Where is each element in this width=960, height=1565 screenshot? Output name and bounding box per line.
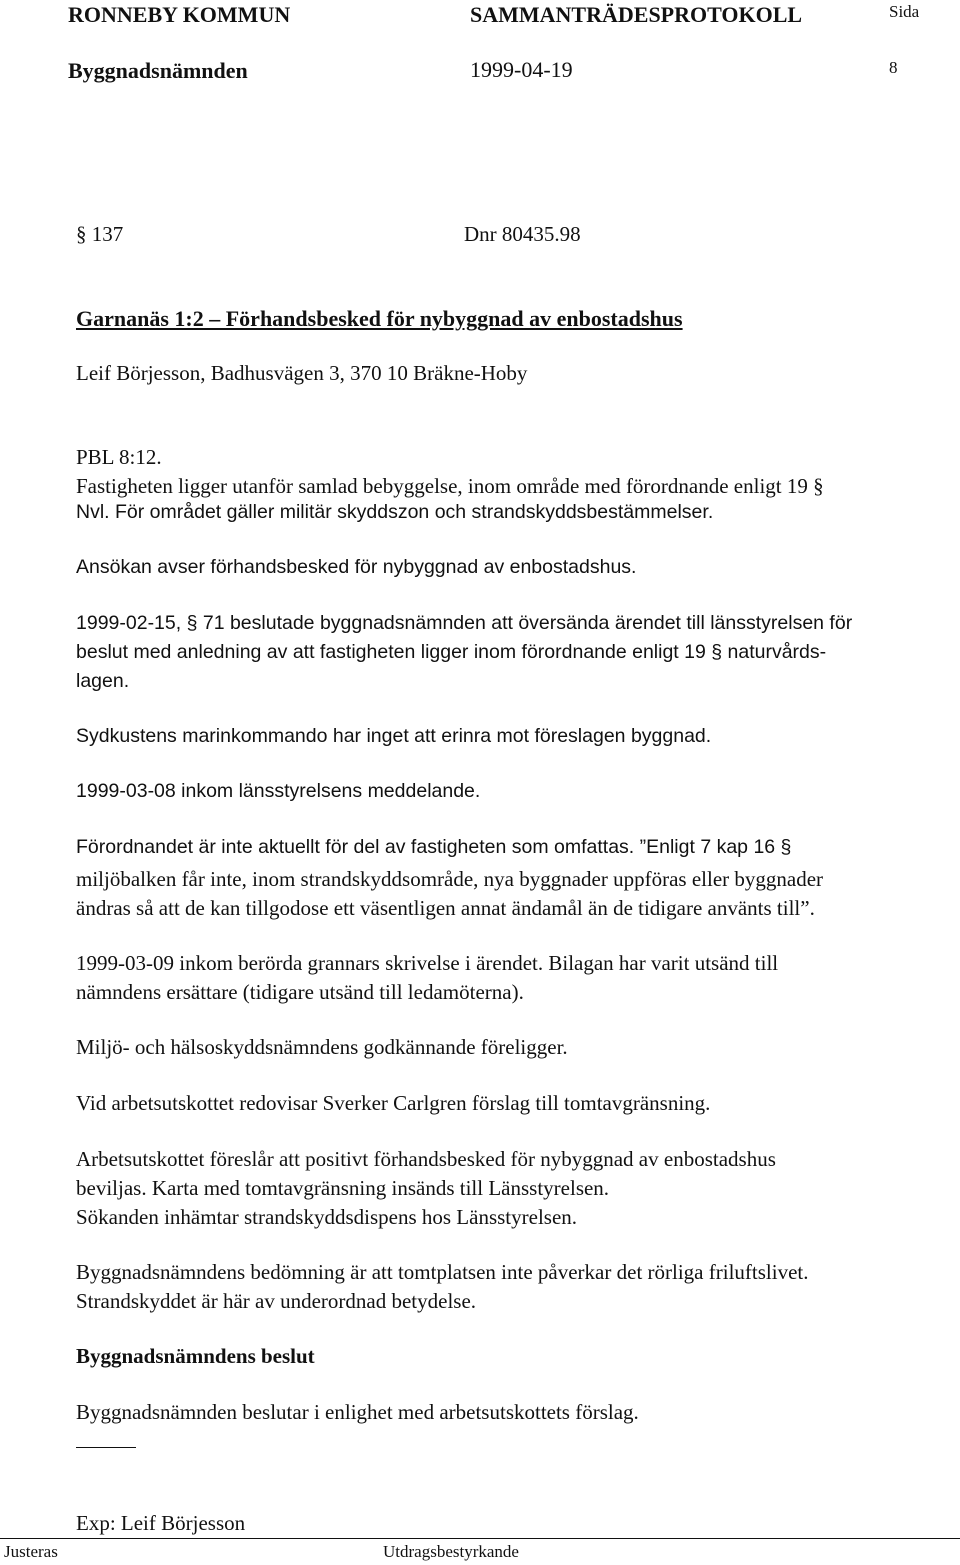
diary-number: Dnr 80435.98 xyxy=(464,222,581,246)
footer-utdragsbestyrkande: Utdragsbestyrkande xyxy=(383,1542,519,1561)
short-divider xyxy=(76,1447,136,1448)
municipality-name: RONNEBY KOMMUN xyxy=(68,2,291,27)
paragraph-line: PBL 8:12. xyxy=(76,445,162,469)
paragraph-line: beslut med anledning av att fastigheten ligger inom förordnande enligt 19 § naturvårds- xyxy=(76,641,827,663)
decision-heading: Byggnadsnämndens beslut xyxy=(76,1344,315,1368)
page-number: 8 xyxy=(889,58,898,77)
paragraph-line: 1999-03-08 inkom länsstyrelsens meddelande. xyxy=(76,780,481,802)
paragraph-line: beviljas. Karta med tomtavgränsning insänds till Länsstyrelsen. xyxy=(76,1176,610,1200)
paragraph-line: Strandskyddet är här av underordnad betydelse. xyxy=(76,1289,477,1313)
paragraph-line: miljöbalken får inte, inom strandskyddsområde, nya byggnader uppföras eller byggnader xyxy=(76,867,824,891)
footer-divider xyxy=(0,1538,960,1539)
paragraph-line: nämndens ersättare (tidigare utsänd till ledamöterna). xyxy=(76,980,524,1004)
case-title: Garnanäs 1:2 – Förhandsbesked för nybyggnad av enbostadshus xyxy=(76,306,683,331)
page-label: Sida xyxy=(889,2,920,21)
paragraph-line: Vid arbetsutskottet redovisar Sverker Carlgren förslag till tomtavgränsning. xyxy=(76,1091,711,1115)
paragraph-number: § 137 xyxy=(76,222,124,246)
document-type: SAMMANTRÄDESPROTOKOLL xyxy=(470,2,803,27)
paragraph-line: 1999-02-15, § 71 beslutade byggnadsnämnden att översända ärendet till länsstyrelsen för xyxy=(76,612,853,634)
footer-justeras: Justeras xyxy=(4,1542,58,1561)
applicant: Leif Börjesson, Badhusvägen 3, 370 10 Bräkne-Hoby xyxy=(76,361,528,385)
expedition-note: Exp: Leif Börjesson xyxy=(76,1511,246,1535)
paragraph-line: Byggnadsnämndens bedömning är att tomtplatsen inte påverkar det rörliga friluftslivet. xyxy=(76,1260,809,1284)
paragraph-line: Ansökan avser förhandsbesked för nybyggnad av enbostadshus. xyxy=(76,556,637,578)
paragraph-line: Nvl. För området gäller militär skyddszon och strandskyddsbestämmelser. xyxy=(76,501,714,523)
paragraph-line: Arbetsutskottet föreslår att positivt förhandsbesked för nybyggnad av enbostadshus xyxy=(76,1147,776,1171)
committee-name: Byggnadsnämnden xyxy=(68,58,248,83)
paragraph-line: Sökanden inhämtar strandskyddsdispens hos Länsstyrelsen. xyxy=(76,1205,578,1229)
paragraph-line: lagen. xyxy=(76,670,130,692)
paragraph-line: Sydkustens marinkommando har inget att erinra mot föreslagen byggnad. xyxy=(76,725,712,747)
paragraph-line: Förordnandet är inte aktuellt för del av fastigheten som omfattas. ”Enligt 7 kap 16 § xyxy=(76,836,792,858)
paragraph-line: Miljö- och hälsoskyddsnämndens godkännande föreligger. xyxy=(76,1035,568,1059)
meeting-date: 1999-04-19 xyxy=(470,57,573,82)
paragraph-line: 1999-03-09 inkom berörda grannars skrivelse i ärendet. Bilagan har varit utsänd till xyxy=(76,951,779,975)
decision-text: Byggnadsnämnden beslutar i enlighet med arbetsutskottets förslag. xyxy=(76,1400,639,1424)
paragraph-line: ändras så att de kan tillgodose ett väsentligen annat ändamål än de tidigare använts till”. xyxy=(76,896,815,920)
paragraph-line: Fastigheten ligger utanför samlad bebyggelse, inom område med förordnande enligt 19 § xyxy=(76,474,824,498)
